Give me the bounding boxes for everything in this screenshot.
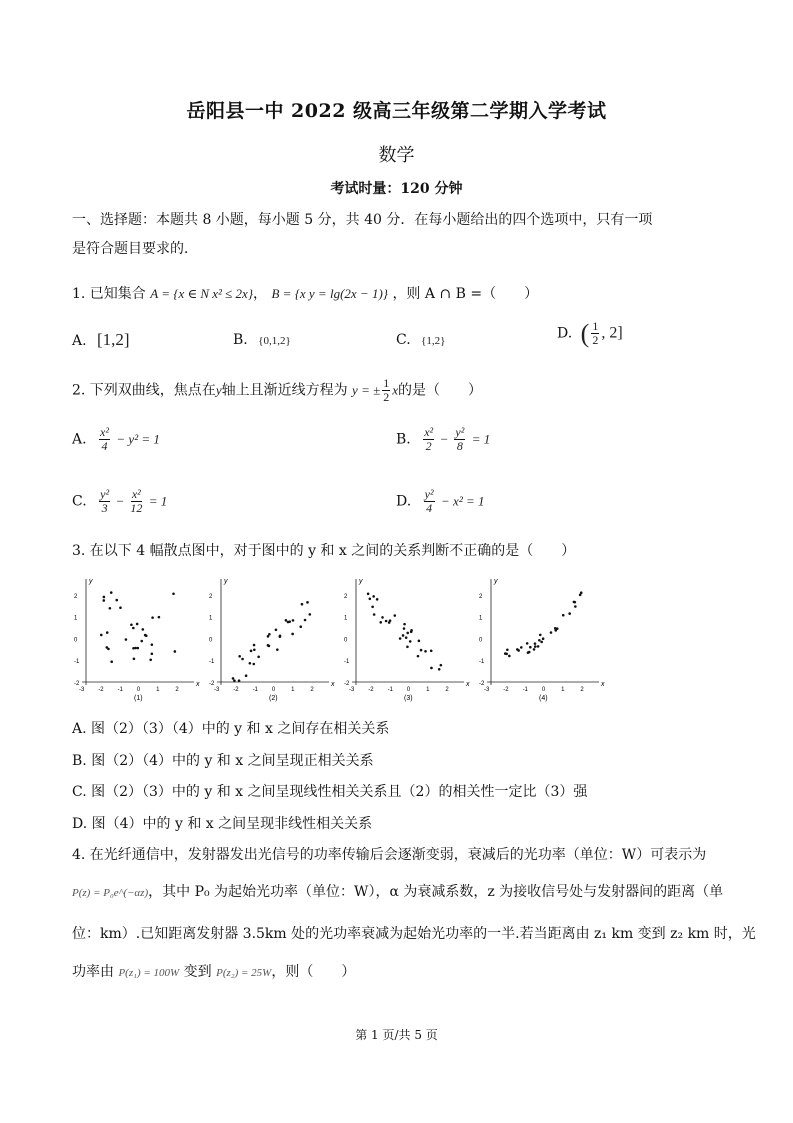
scatter-plots-figure <box>72 573 612 708</box>
scatter-point <box>134 647 137 650</box>
x-tick-label: 2 <box>310 687 314 693</box>
q1-set-b: B = {x y = lg(2x − 1)} <box>271 286 388 301</box>
fraction <box>423 426 434 453</box>
x-axis-label: x <box>331 681 335 688</box>
scatter-point <box>538 639 541 642</box>
q2-eq-fraction <box>382 377 390 404</box>
scatter-point <box>539 634 542 637</box>
scatter-point <box>268 645 271 648</box>
q2-eq-pre: y = ± <box>352 382 381 398</box>
scatter-point <box>430 667 433 670</box>
scatter-point <box>388 621 391 624</box>
x-tick-label: -1 <box>522 687 528 693</box>
x-tick-label: -3 <box>349 687 355 693</box>
scatter-point <box>376 598 379 601</box>
scatter-point <box>369 598 372 601</box>
x-tick-label: -2 <box>233 687 239 693</box>
q2-axis-y: y <box>215 382 222 398</box>
y-tick-label: -2 <box>479 680 485 687</box>
scatter-point <box>504 652 507 655</box>
option-label: C. <box>72 493 87 510</box>
scatter-point <box>534 645 537 648</box>
scatter-point <box>119 606 122 609</box>
scatter-point <box>417 655 420 658</box>
y-tick-label: 2 <box>344 593 348 600</box>
y-tick-label: 1 <box>344 615 348 622</box>
x-tick-label: -2 <box>98 687 104 693</box>
scatter-point <box>430 649 433 652</box>
option-label: B. <box>396 431 411 448</box>
scatter-point <box>292 619 295 622</box>
scatter-point <box>542 637 545 640</box>
y-axis-label: y <box>224 578 228 585</box>
q4-text: 功率由 <box>72 964 114 980</box>
q1-option-c[interactable] <box>396 330 445 351</box>
scatter-point <box>149 658 152 661</box>
scatter-point <box>253 663 256 666</box>
scatter-point <box>172 592 175 595</box>
x-tick-label: 0 <box>541 687 546 693</box>
scatter-point <box>133 657 136 660</box>
y-tick-label: 2 <box>74 593 78 600</box>
scatter-point <box>276 648 279 651</box>
scatter-point <box>241 658 244 661</box>
numerator: x² <box>131 487 141 501</box>
x-tick-label: 2 <box>175 687 179 693</box>
minus-sign: − <box>440 431 448 447</box>
numerator: y² <box>424 487 434 501</box>
scatter-point <box>308 613 311 616</box>
y-tick-label: -1 <box>344 659 350 666</box>
y-axis-label: y <box>89 578 93 585</box>
scatter-point <box>574 605 577 608</box>
option-tail: = 1 <box>471 431 491 447</box>
plot-caption: (1) <box>134 695 143 702</box>
fraction <box>99 488 110 515</box>
y-tick-label: 1 <box>209 615 213 622</box>
option-value: {1,2} <box>421 335 446 347</box>
q4-line-4 <box>72 962 355 983</box>
q2-text-c: 的是（ ） <box>398 382 483 399</box>
denominator: 2 <box>592 333 599 347</box>
q1-comma: ， <box>253 286 268 302</box>
x-tick-label: 1 <box>561 687 565 693</box>
denominator: 12 <box>130 501 143 515</box>
scatter-point <box>110 660 113 663</box>
scatter-point <box>393 614 396 617</box>
y-tick-label: -1 <box>479 659 485 666</box>
scatter-point <box>440 664 443 667</box>
scatter-point <box>245 674 248 677</box>
x-tick-label: 0 <box>406 687 411 693</box>
scatter-point <box>373 613 376 616</box>
fraction <box>591 320 599 347</box>
scatter-point <box>540 641 543 644</box>
scatter-point <box>534 642 537 645</box>
x-tick-label: -2 <box>368 687 374 693</box>
y-tick-label: 1 <box>479 615 483 622</box>
q3-option-d[interactable]: D. 图（4）中的 y 和 x 之间呈现非线性相关关系 <box>72 816 373 832</box>
scatter-point <box>142 628 145 631</box>
question-1-stem <box>72 284 538 304</box>
question-2-stem <box>72 377 482 404</box>
scatter-point <box>516 648 519 651</box>
scatter-point <box>249 662 252 665</box>
fraction <box>454 426 465 453</box>
scatter-point <box>102 599 105 602</box>
scatter-point <box>279 634 282 637</box>
scatter-point <box>379 621 382 624</box>
scatter-point <box>410 629 413 632</box>
scatter-point <box>403 623 406 626</box>
q1-prefix: 1. 已知集合 <box>72 286 146 302</box>
scatter-point <box>424 650 427 653</box>
option-label: A. <box>72 333 87 349</box>
scatter-point <box>506 648 509 651</box>
scatter-point <box>508 655 511 658</box>
x-tick-label: -3 <box>79 687 85 693</box>
denominator: 8 <box>456 439 463 453</box>
scatter-point <box>371 606 374 609</box>
q2-option-d[interactable] <box>396 488 485 515</box>
q1-option-a[interactable] <box>72 330 130 351</box>
scatter-point <box>568 612 571 615</box>
denominator: 4 <box>426 501 433 515</box>
x-tick-label: 1 <box>156 687 160 693</box>
plot-caption: (3) <box>404 695 413 702</box>
paren-open: ( <box>580 318 590 348</box>
q2-text-b: 轴上且渐近线方程为 <box>221 382 348 399</box>
scatter-point <box>125 638 128 641</box>
section-heading-line1: 一、选择题：本题共 8 小题，每小题 5 分，共 40 分．在每小题给出的四个选项中，只有一项 <box>72 212 653 228</box>
y-axis-label: y <box>494 578 498 585</box>
q2-option-c[interactable] <box>72 488 167 515</box>
q4-text: ，则（ ） <box>271 964 356 980</box>
denominator: 3 <box>101 501 108 515</box>
y-tick-label: -2 <box>74 680 80 687</box>
scatter-point <box>574 601 577 604</box>
fraction <box>99 426 110 453</box>
y-tick-label: 0 <box>209 637 213 644</box>
page-title: 岳阳县一中 2022 级高三年级第二学期入学考试 <box>186 100 607 122</box>
scatter-point <box>151 643 154 646</box>
scatter-point <box>137 647 140 650</box>
scatter-point <box>250 650 253 653</box>
scatter-point <box>238 655 241 658</box>
plot-caption: (4) <box>539 695 548 702</box>
scatter-point <box>291 633 294 636</box>
y-tick-label: 2 <box>479 593 483 600</box>
y-tick-label: 0 <box>74 637 78 644</box>
y-tick-label: 0 <box>344 637 348 644</box>
x-tick-label: 0 <box>136 687 141 693</box>
scatter-point <box>562 614 565 617</box>
scatter-point <box>106 631 109 634</box>
q1-option-d[interactable] <box>557 320 623 347</box>
scatter-point <box>385 620 388 623</box>
option-label: C. <box>396 332 411 348</box>
scatter-point <box>233 679 236 682</box>
scatter-point <box>556 627 559 630</box>
q3-option-b[interactable]: B. 图（2）（4）中的 y 和 x 之间呈现正相关关系 <box>72 753 374 769</box>
scatter-point <box>253 644 256 647</box>
y-tick-label: -1 <box>209 659 215 666</box>
option-tail: − y² = 1 <box>116 431 160 447</box>
scatter-point <box>420 649 423 652</box>
q1-suffix: ，则 A ∩ B =（ ） <box>392 286 539 302</box>
scatter-point <box>533 648 536 651</box>
scatter-point <box>109 607 112 610</box>
scatter-point <box>268 633 271 636</box>
numerator: x² <box>424 425 434 439</box>
x-axis-label: x <box>601 681 605 688</box>
option-label: D. <box>396 493 412 510</box>
scatter-point <box>537 645 540 648</box>
x-tick-label: -3 <box>484 687 490 693</box>
option-label: D. <box>557 325 573 342</box>
q3-option-c[interactable]: C. 图（2）（3）中的 y 和 x 之间呈现线性相关关系且（2）的相关性一定比（3）强 <box>72 784 588 800</box>
y-tick-label: -1 <box>74 659 80 666</box>
numerator: x² <box>100 425 109 439</box>
fraction <box>130 488 142 515</box>
denominator: 2 <box>383 390 390 404</box>
scatter-point <box>304 619 307 622</box>
scatter-point <box>402 634 405 637</box>
scatter-point <box>301 603 304 606</box>
x-tick-label: -1 <box>252 687 258 693</box>
q1-set-a: A = {x ∈ N x² ≤ 2x} <box>150 286 254 301</box>
numerator: 1 <box>383 376 390 390</box>
scatter-point <box>253 648 256 651</box>
q4-line-1: 4. 在光纤通信中，发射器发出光信号的功率传输后会逐渐变弱，衰减后的光功率（单位：W）可表示为 <box>72 847 707 863</box>
scatter-point <box>529 646 532 649</box>
x-tick-label: -1 <box>387 687 393 693</box>
scatter-point <box>257 655 260 658</box>
section-heading-line2: 是符合题目要求的． <box>72 241 198 257</box>
page-number: 第 1 页/共 5 页 <box>355 1028 438 1042</box>
scatter-point <box>140 640 143 643</box>
x-axis-label: x <box>466 681 470 688</box>
q4-formula: P(z) = P₀e^(−αz) <box>72 887 149 899</box>
numerator: 1 <box>592 319 599 333</box>
x-tick-label: -3 <box>214 687 220 693</box>
option-tail: − x² = 1 <box>441 493 485 509</box>
scatter-point <box>107 648 110 651</box>
scatter-point <box>238 679 241 682</box>
scatter-point <box>100 634 103 637</box>
denominator: 2 <box>425 439 432 453</box>
q4-power-end: P(z₂) = 25W <box>216 967 272 979</box>
x-tick-label: 1 <box>291 687 295 693</box>
x-tick-label: -1 <box>117 687 123 693</box>
scatter-point <box>174 650 177 653</box>
scatter-point <box>115 599 118 602</box>
x-axis-label: x <box>196 681 200 688</box>
q2-option-b[interactable] <box>396 426 490 453</box>
scatter-point <box>550 631 553 634</box>
q4-text: 变到 <box>183 964 212 980</box>
scatter-point <box>526 642 529 645</box>
scatter-point <box>406 645 409 648</box>
y-tick-label: 2 <box>209 593 213 600</box>
numerator: y² <box>455 425 465 439</box>
scatter-point <box>520 646 523 649</box>
scatter-point <box>438 668 441 671</box>
scatter-point <box>151 652 154 655</box>
scatter-point <box>409 640 412 643</box>
scatter-point <box>132 627 135 630</box>
scatter-point <box>275 629 278 632</box>
x-tick-label: 2 <box>445 687 449 693</box>
scatter-point <box>158 616 161 619</box>
scatter-point <box>110 591 113 594</box>
scatter-point <box>306 601 309 604</box>
y-tick-label: 1 <box>74 615 78 622</box>
scatter-point <box>381 616 384 619</box>
scatter-point <box>399 637 402 640</box>
q2-option-a[interactable] <box>72 426 160 453</box>
q2-eq-post: x <box>392 382 399 398</box>
option-label: B. <box>233 332 248 348</box>
x-tick-label: -2 <box>503 687 509 693</box>
scatter-point <box>579 594 582 597</box>
q4-line-2-text: ，其中 P₀ 为起始光功率（单位：W），α 为衰减系数，z 为接收信号处与发射器间的距离（单 <box>148 884 724 900</box>
scatter-point <box>405 636 408 639</box>
plot-caption: (2) <box>269 695 278 702</box>
scatter-point <box>232 677 235 680</box>
scatter-point <box>367 592 370 595</box>
option-label: A. <box>72 431 87 448</box>
q1-option-b[interactable] <box>233 330 291 351</box>
option-value: {0,1,2} <box>258 335 291 347</box>
option-value: [1,2] <box>97 330 130 349</box>
scatter-point <box>406 632 409 635</box>
y-tick-label: -2 <box>209 680 215 687</box>
scatter-point <box>418 640 421 643</box>
scatter-point <box>285 619 288 622</box>
scatter-point <box>136 623 139 626</box>
exam-duration: 考试时量：120 分钟 <box>330 181 463 197</box>
scatter-point <box>288 620 291 623</box>
q2-text-a: 2. 下列双曲线，焦点在 <box>72 382 216 399</box>
x-tick-label: 0 <box>271 687 276 693</box>
option-tail: = 1 <box>148 493 168 509</box>
scatter-point <box>145 634 148 637</box>
y-tick-label: 0 <box>479 637 483 644</box>
scatter-point <box>528 651 531 654</box>
q4-line-2 <box>72 882 723 903</box>
scatter-point <box>103 596 106 599</box>
scatter-point <box>403 627 406 630</box>
question-3-stem: 3. 在以下 4 幅散点图中，对于图中的 y 和 x 之间的关系判断不正确的是（ ） <box>72 543 576 559</box>
numerator: y² <box>100 487 110 501</box>
subject-title: 数学 <box>378 145 415 166</box>
y-axis-label: y <box>359 578 363 585</box>
scatter-point <box>299 625 302 628</box>
scatter-point <box>372 595 375 598</box>
x-tick-label: 2 <box>580 687 584 693</box>
q4-power-start: P(z₁) = 100W <box>118 967 180 979</box>
option-tail: , 2] <box>601 324 623 342</box>
q4-line-3: 位：km）.已知距离发射器 3.5km 处的光功率衰减为起始光功率的一半.若当距离由 z₁ km 变到 z₂ km 时，光 <box>72 926 756 942</box>
minus-sign: − <box>116 493 124 509</box>
scatter-point <box>151 616 154 619</box>
denominator: 4 <box>101 439 108 453</box>
q3-option-a[interactable]: A. 图（2）（3）（4）中的 y 和 x 之间存在相关关系 <box>72 721 390 737</box>
y-tick-label: -2 <box>344 680 350 687</box>
fraction <box>424 488 435 515</box>
scatter-point <box>130 623 133 626</box>
x-tick-label: 1 <box>426 687 430 693</box>
